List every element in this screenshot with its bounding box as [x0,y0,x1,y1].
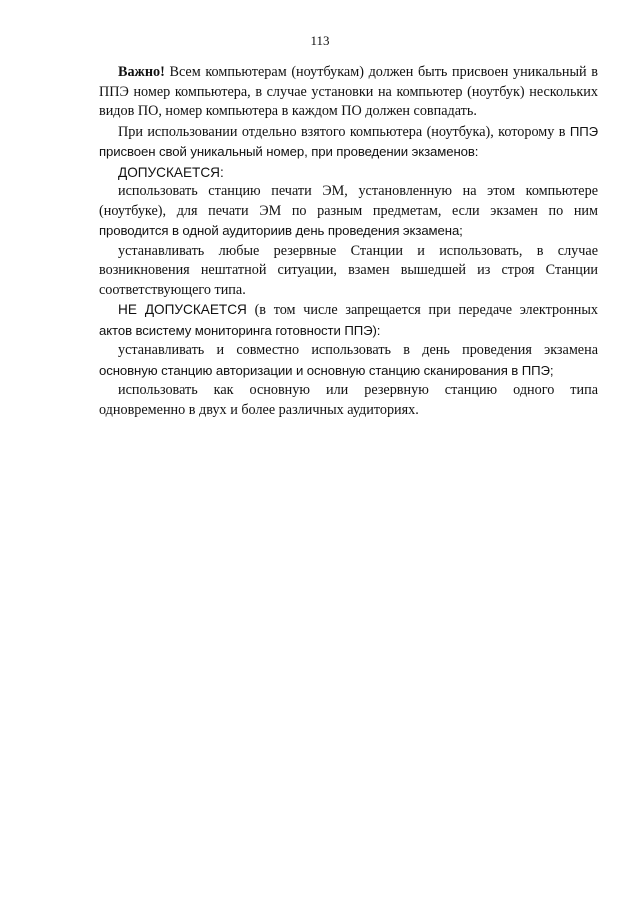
allowed-item-print-station-text-1: использовать станцию печати ЭМ, установленную на этом компьютере (ноутбуке), для печати ЭМ по разным предметам, если экзамен по ним [99,183,598,219]
not-allowed-item-two-rooms: использовать как основную или резервную станцию одного типа одновременно в двух и более различных аудиториях. [99,382,598,418]
not-allowed-note-2: актов всистему мониторинга готовности ППЭ): [99,322,381,338]
not-allowed-heading: НЕ ДОПУСКАЕТСЯ [118,302,247,317]
single-computer-text-2: ППЭ присвоен свой уникальный номер, при проведении экзаменов: [99,123,598,159]
document-body [99,63,598,420]
not-allowed-paragraph [99,300,598,341]
important-label: Важно! [118,64,165,80]
not-allowed-item-auth-scan [99,341,598,381]
not-allowed-item-auth-scan-text-2: основную станцию авторизации и основную станцию сканирования в ППЭ; [99,362,554,378]
allowed-heading: ДОПУСКАЕТСЯ: [118,164,224,180]
page-number: 113 [310,33,330,48]
paragraph-single-computer [99,122,598,163]
allowed-item-print-station [99,182,598,242]
not-allowed-note-1: (в том числе запрещается при передаче электронных [246,302,599,318]
allowed-item-reserve-stations: устанавливать любые резервные Станции и использовать, в случае возникновения нештатной ситуации, взамен вышедшей из строя Станции соответствующего типа. [99,242,598,298]
important-text: Всем компьютерам (ноутбукам) должен быть присвоен уникальный в ППЭ номер компьютера, в случае установки на компьютер (ноутбук) нескольких видов ПО, номер компьютера в каждом ПО должен совпадать. [99,64,598,119]
allowed-item-print-station-text-2: проводится в одной аудиториив день проведения экзамена; [99,223,463,238]
single-computer-text-1: При использовании отдельно взятого компьютера (ноутбука), которому в [118,123,570,140]
paragraph-important [99,63,598,122]
not-allowed-item-auth-scan-text-1: устанавливать и совместно использовать в день проведения экзамена [118,342,598,358]
